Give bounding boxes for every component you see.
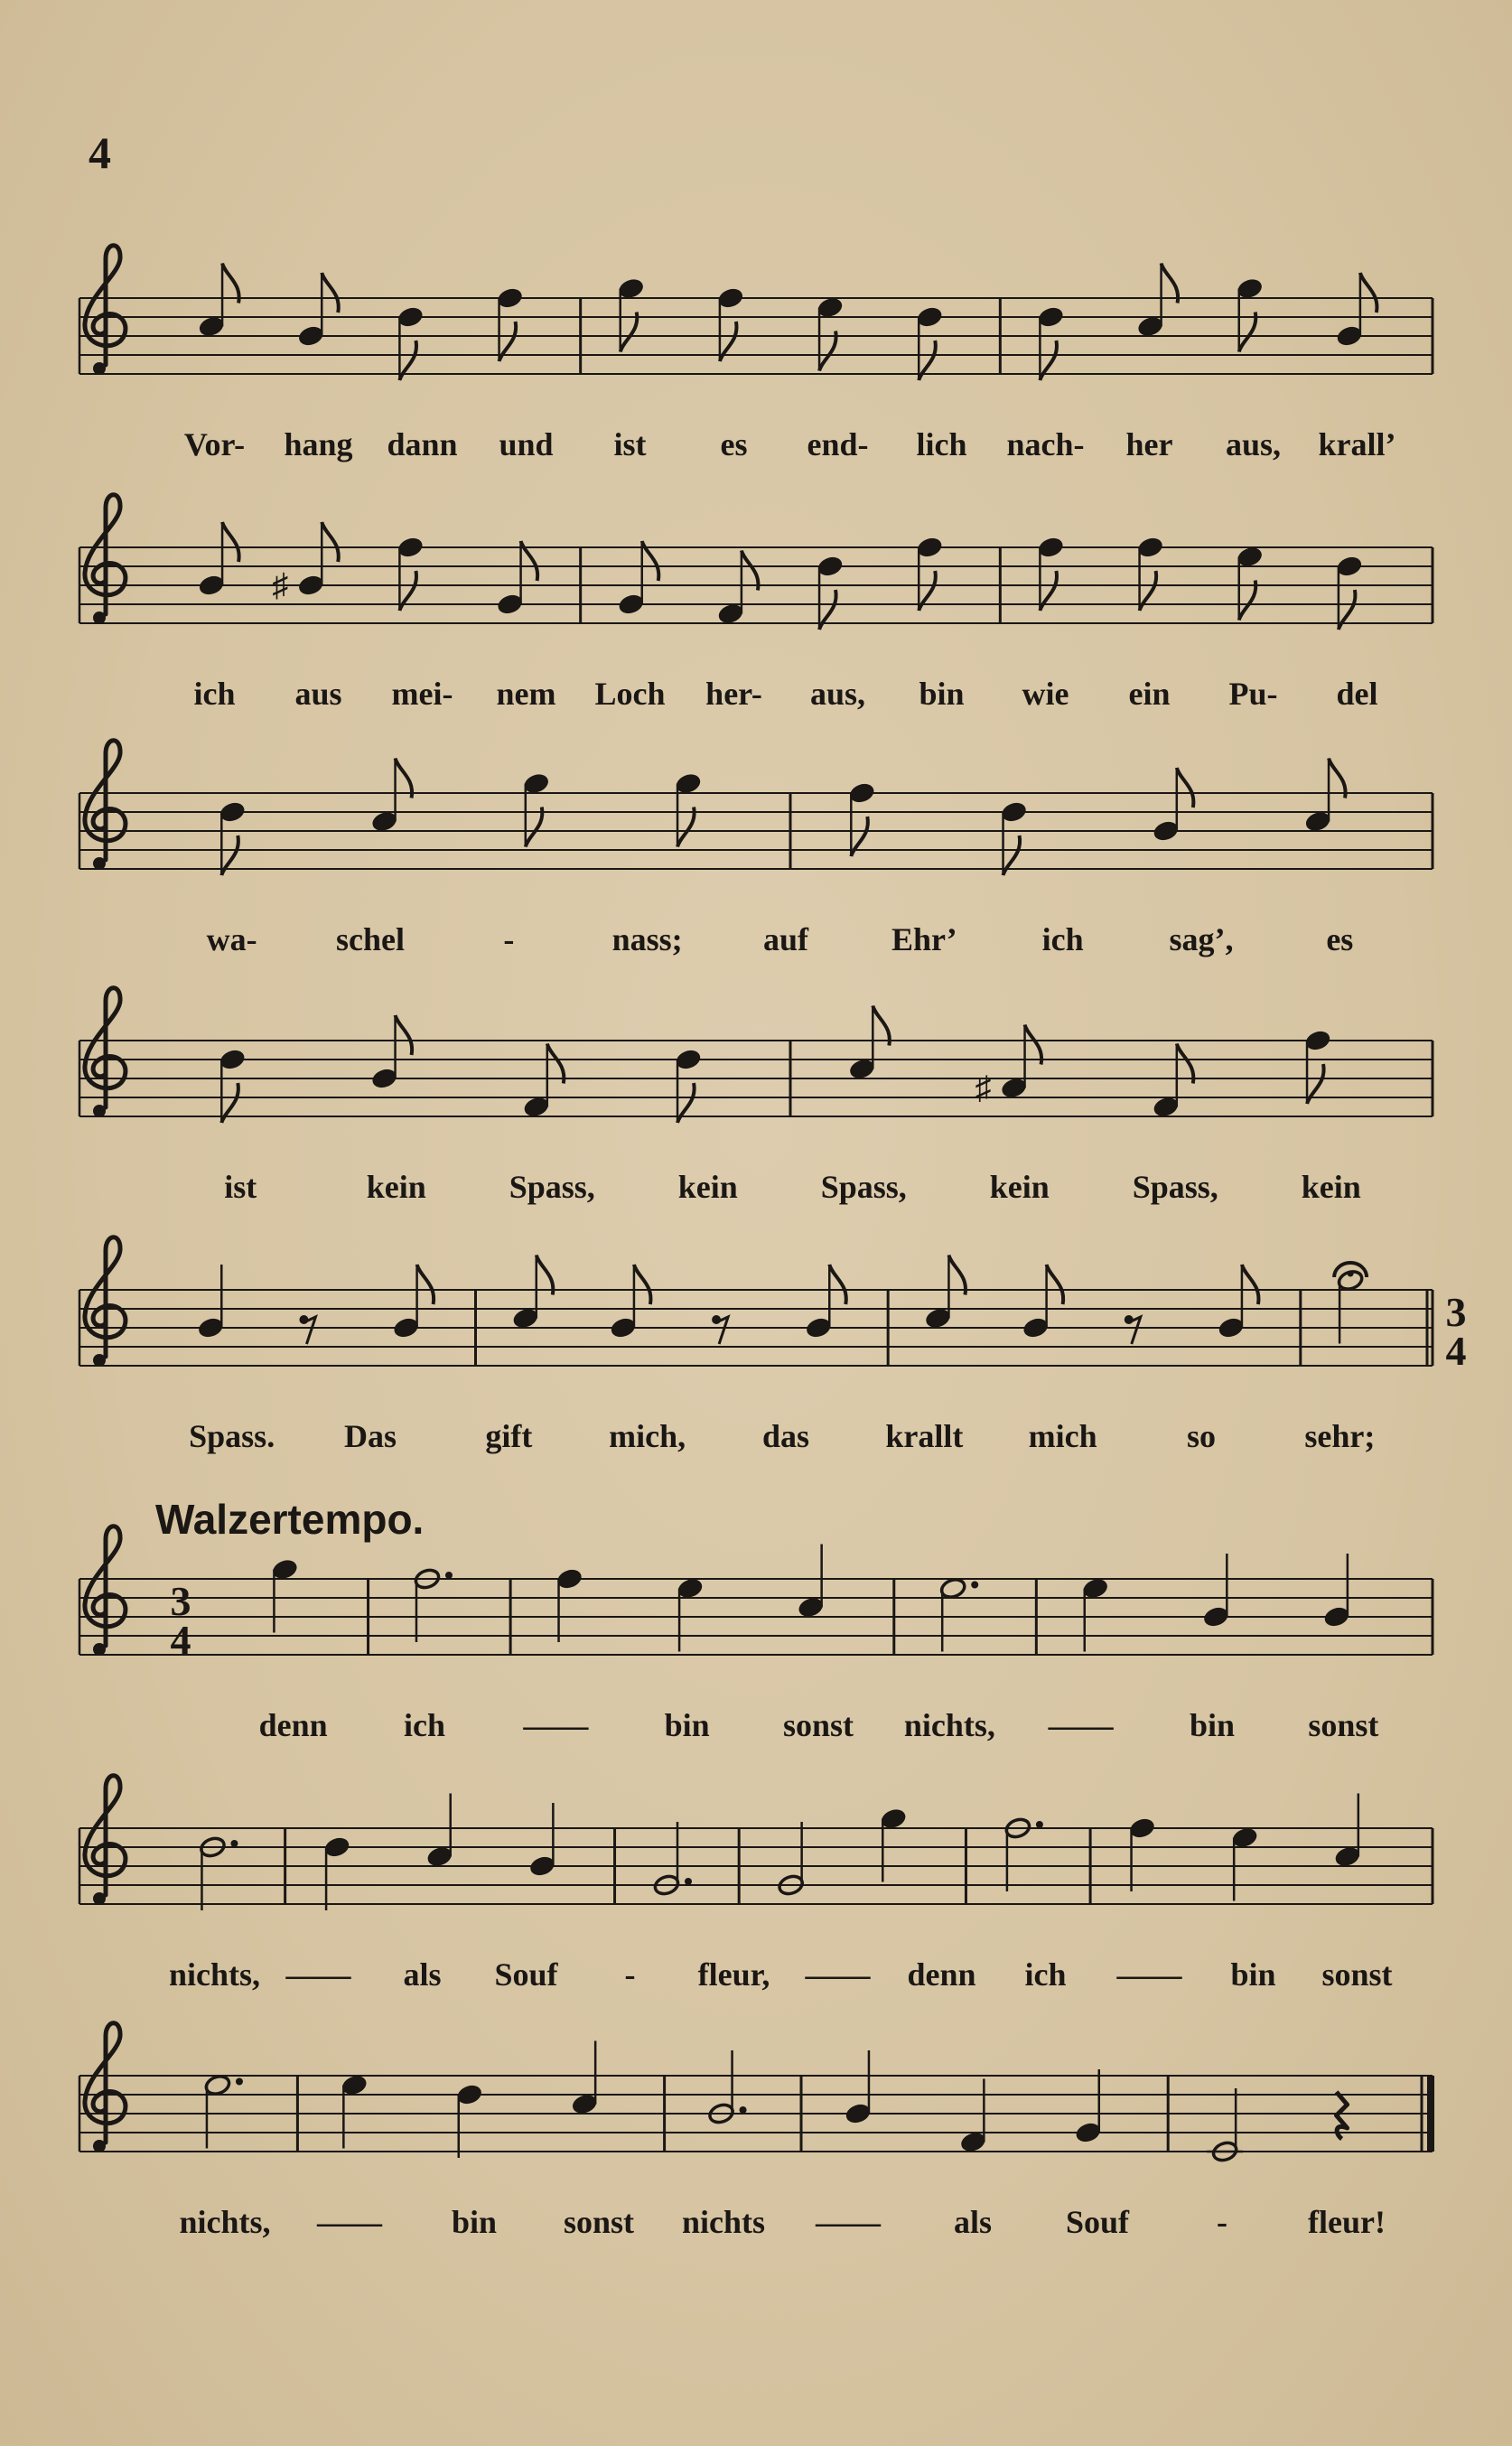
flag [396,759,413,798]
flag [1329,759,1346,798]
lyric-syllable: kein [366,1169,426,1205]
tempo-marking: Walzertempo. [155,1496,425,1543]
notehead [1336,555,1364,578]
note [271,1558,299,1633]
notehead [817,296,845,320]
notehead [1304,810,1332,834]
lyric-syllable: —— [816,2204,881,2240]
notehead [271,1558,299,1582]
notehead [1000,1077,1028,1100]
notehead [675,1048,703,1071]
lyric-syllable: mich, [609,1418,686,1454]
flag [634,1265,651,1304]
lyric-syllable: Ehr’ [891,921,957,957]
note [939,1577,978,1652]
lyric-syllable: ist [613,426,647,462]
notehead [1334,1845,1362,1869]
lyric-syllable: ein [1128,676,1171,712]
note [845,2050,873,2125]
lyric-syllable: wie [1022,676,1069,712]
notehead [959,2131,987,2154]
eighth-rest-icon [712,1315,728,1344]
lyric-syllable: - [503,921,515,957]
lyric-syllable: Spass, [820,1169,907,1205]
notehead [1153,819,1181,843]
lyric-syllable: lich [916,426,967,462]
lyric-syllable: ich [193,676,236,712]
note [219,800,247,875]
note [1136,536,1164,611]
note [496,286,524,361]
note [848,781,876,856]
flag [1177,768,1194,808]
lyric-syllable: Loch [594,676,666,712]
note [817,296,845,371]
note [523,1044,565,1119]
notehead [675,772,703,796]
treble-clef-body [85,495,126,614]
notehead [1037,305,1065,329]
notehead [219,800,247,824]
lyric-syllable: nem [496,676,556,712]
note [1074,2069,1102,2144]
note [1128,1816,1156,1891]
lyric-syllable: aus, [1225,426,1282,462]
flag [819,331,836,371]
lyric-syllable: —— [317,2204,382,2240]
notehead [496,593,524,616]
flag [621,313,638,352]
treble-clef-body [85,1526,126,1646]
lyric-syllable: als [403,1956,442,1993]
lyric-syllable: schel [336,921,405,957]
lyric-syllable: denn [258,1707,328,1743]
lyric-syllable: hang [284,426,353,462]
lyric-syllable: —— [285,1956,351,1993]
notehead [1336,324,1364,348]
lyric-syllable: fleur! [1308,2204,1386,2240]
flag [948,1256,966,1295]
lyric-syllable: so [1186,1418,1217,1454]
notehead [197,1316,225,1340]
lyric-syllable: Souf [1065,2204,1130,2240]
treble-clef-tail [93,857,106,870]
note [1207,2088,1243,2163]
lyric-syllable: und [499,426,554,462]
notehead [617,593,645,616]
note [341,2074,369,2149]
music-system [79,1237,1467,1454]
lyric-syllable: es [720,426,748,462]
notehead [677,1577,705,1601]
lyric-syllable: mich [1028,1418,1097,1454]
note [571,2041,599,2116]
lyric-syllable: nass; [611,921,683,957]
note [397,305,425,380]
note [1336,555,1364,630]
flag [222,264,239,303]
treble-clef-tail [93,1643,106,1656]
note [1037,305,1065,380]
lyric-syllable: ist [224,1169,257,1205]
notehead [297,324,325,348]
notehead [1202,1605,1230,1629]
time-signature-change-top: 3 [1445,1289,1467,1335]
notehead [511,1307,539,1330]
time-signature-bottom: 4 [170,1617,191,1663]
lyric-syllable: nichts, [179,2204,271,2240]
notehead [392,1316,420,1340]
note [675,1048,703,1123]
notehead [523,1096,551,1119]
rest-stroke [1129,1317,1141,1344]
note [528,1803,556,1878]
lyric-syllable: end- [807,426,869,462]
lyric-syllable: sonst [563,2204,635,2240]
lyric-syllable: - [1217,2204,1227,2240]
notehead [916,305,944,329]
notehead [617,277,645,301]
augmentation-dot [230,1840,238,1847]
lyric-syllable: her [1125,426,1173,462]
notehead [198,574,226,597]
notehead [370,1067,398,1090]
music-system [79,246,1433,462]
lyric-syllable: sonst [782,1707,854,1743]
music-system [79,1776,1433,1993]
augmentation-dot [971,1582,978,1589]
lyric-syllable: nichts [681,2204,766,2240]
note [924,1256,966,1330]
notehead [555,1567,583,1591]
lyric-syllable: kein [677,1169,738,1205]
lyric-syllable: —— [523,1707,589,1743]
treble-clef-body [85,988,126,1107]
notehead [880,1807,908,1831]
notehead [1236,277,1264,301]
notehead [610,1316,638,1340]
flag [322,273,339,313]
notehead [425,1845,453,1869]
notehead [341,2074,369,2097]
lyric-syllable: nach- [1006,426,1085,462]
music-system [79,2023,1433,2240]
notehead [455,2083,483,2106]
note [523,772,551,847]
flag [1025,1025,1042,1065]
flag [1162,264,1179,303]
note [1304,1029,1332,1104]
lyric-syllable: fleur, [697,1956,770,1993]
flag [1360,273,1377,313]
note [916,305,944,380]
eighth-rest-icon [299,1315,315,1344]
flag [829,1265,846,1304]
lyric-syllable: denn [907,1956,976,1993]
lyric-syllable: nichts, [903,1707,995,1743]
lyric-syllable: bin [1189,1707,1236,1743]
notehead [1074,2121,1102,2144]
notehead [528,1854,556,1878]
note [880,1807,908,1882]
lyric-syllable: Pu- [1228,676,1278,712]
lyric-syllable: das [761,1418,810,1454]
notehead [1128,1816,1156,1840]
lyric-syllable: Souf [494,1956,558,1993]
time-signature-top: 3 [170,1578,191,1624]
music-system [79,988,1433,1205]
treble-clef-body [85,1776,126,1895]
note [975,1025,1042,1106]
treble-clef-tail [93,1354,106,1367]
note [1202,1554,1230,1629]
lyric-syllable: sehr; [1304,1418,1376,1454]
note [848,1006,890,1081]
notehead [817,555,845,578]
note [397,536,425,611]
note [219,1048,247,1123]
notehead [916,536,944,559]
lyric-syllable: Spass, [1132,1169,1218,1205]
note [1323,1554,1351,1629]
flag [873,1006,890,1046]
notehead [845,2102,873,2125]
note [1153,1044,1194,1119]
flag [1177,1044,1194,1084]
rest-stroke [716,1317,728,1344]
note [1334,1263,1367,1344]
treble-clef-body [85,246,126,365]
note [323,1835,351,1910]
lyric-syllable: gift [485,1418,533,1454]
lyric-syllable: mei- [391,676,453,712]
flag [547,1044,565,1084]
treble-clef-tail [93,2140,106,2152]
lyric-syllable: - [624,1956,636,1993]
notehead [797,1596,825,1620]
notehead [848,1058,876,1081]
note [425,1794,453,1869]
note [198,264,239,339]
notehead [397,536,425,559]
lyric-syllable: Spass, [509,1169,595,1205]
lyric-syllable: her- [705,676,762,712]
flag [222,522,239,562]
lyric-syllable: krallt [885,1418,964,1454]
note [797,1545,825,1620]
lyric-syllable: del [1336,676,1378,712]
notehead [848,781,876,805]
treble-clef-tail [93,1892,106,1905]
treble-clef-body [85,1237,126,1357]
lyric-syllable: Das [343,1418,397,1454]
note [1081,1577,1109,1652]
lyric-syllable: Vor- [183,426,246,462]
flag [322,522,339,562]
rest-stroke [303,1317,315,1344]
note [959,2079,987,2154]
treble-clef-tail [93,612,106,624]
flag [526,808,543,847]
lyric-syllable: bin [1230,1956,1276,1993]
lyric-syllable: aus [294,676,342,712]
treble-clef-tail [93,362,106,375]
note [617,277,645,352]
lyric-syllable: sonst [1321,1956,1393,1993]
notehead [219,1048,247,1071]
note [1236,277,1264,352]
sharp-accidental: ♯ [272,567,289,603]
note [1000,800,1028,875]
flag [537,1256,554,1295]
note [555,1567,583,1642]
treble-clef-body [85,741,126,860]
note [197,1265,225,1340]
note [817,555,845,630]
note [677,1577,705,1652]
lyric-syllable: es [1326,921,1354,957]
notehead [198,315,226,339]
notehead [370,810,398,834]
flag [1242,1265,1259,1304]
lyric-syllable: bin [664,1707,710,1743]
notehead [1304,1029,1332,1052]
fermata-dot [1348,1271,1354,1277]
note [717,551,759,626]
note [717,286,745,361]
note [1231,1826,1259,1901]
note [916,536,944,611]
notehead [1000,800,1028,824]
lyric-syllable: —— [805,1956,871,1993]
notehead [1081,1577,1109,1601]
lyric-syllable: ich [1041,921,1084,957]
page-number: 4 [89,127,111,178]
augmentation-dot [685,1878,692,1885]
notehead [523,772,551,796]
notehead [1323,1605,1351,1629]
lyric-syllable: bin [451,2204,498,2240]
notehead [1136,315,1164,339]
notehead [1218,1316,1246,1340]
lyric-syllable: ich [403,1707,446,1743]
note [455,2083,483,2158]
music-system [79,1526,1433,1743]
notehead [496,286,524,310]
flag [396,1015,413,1055]
lyric-syllable: ich [1024,1956,1067,1993]
lyric-syllable: bin [919,676,965,712]
notehead [571,2093,599,2116]
lyric-syllable: —— [1048,1707,1114,1743]
lyric-syllable: kein [989,1169,1050,1205]
music-system [79,741,1433,957]
notehead [1153,1096,1181,1119]
note [511,1256,553,1330]
note [1304,759,1346,834]
sharp-accidental: ♯ [975,1069,992,1106]
lyric-syllable: kein [1301,1169,1361,1205]
notehead [397,305,425,329]
lyric-syllable: —— [1116,1956,1182,1993]
notehead [717,602,745,626]
notehead [297,574,325,597]
augmentation-dot [445,1572,453,1579]
lyric-syllable: auf [762,921,809,957]
flag [417,1265,434,1304]
flag [1239,581,1256,621]
note [1037,536,1065,611]
flag [1047,1265,1064,1304]
flag [1239,313,1256,352]
augmentation-dot [740,2106,747,2114]
notehead [717,286,745,310]
lyric-syllable: als [953,2204,993,2240]
note [272,522,339,603]
lyric-syllable: wa- [206,921,257,957]
notehead [323,1835,351,1859]
notehead [1136,536,1164,559]
eighth-rest-icon [1125,1315,1141,1344]
note [1136,264,1178,339]
note [675,772,703,847]
augmentation-dot [1036,1821,1043,1828]
note [1236,546,1264,621]
lyric-syllable: nichts, [168,1956,261,1993]
lyric-syllable: sag’, [1169,921,1234,957]
lyric-syllable: aus, [809,676,866,712]
lyric-syllable: sonst [1308,1707,1379,1743]
notehead [805,1316,833,1340]
notehead [1231,1826,1259,1850]
note [1334,1794,1362,1869]
lyric-syllable: krall’ [1318,426,1396,462]
music-system [79,495,1433,712]
time-signature-change-bottom: 4 [1445,1328,1467,1374]
treble-clef-tail [93,1105,106,1117]
note [370,759,412,834]
augmentation-dot [236,2078,243,2086]
flag [677,808,695,847]
notehead [1037,536,1065,559]
flag [742,551,759,591]
notehead [1236,546,1264,569]
lyric-syllable: Spass. [189,1418,275,1454]
notehead [204,2074,232,2097]
notehead [924,1307,952,1330]
notehead [939,1577,967,1601]
treble-clef-body [85,2023,126,2143]
note [204,2074,243,2149]
lyric-syllable: dann [387,426,458,462]
notehead [1022,1316,1050,1340]
